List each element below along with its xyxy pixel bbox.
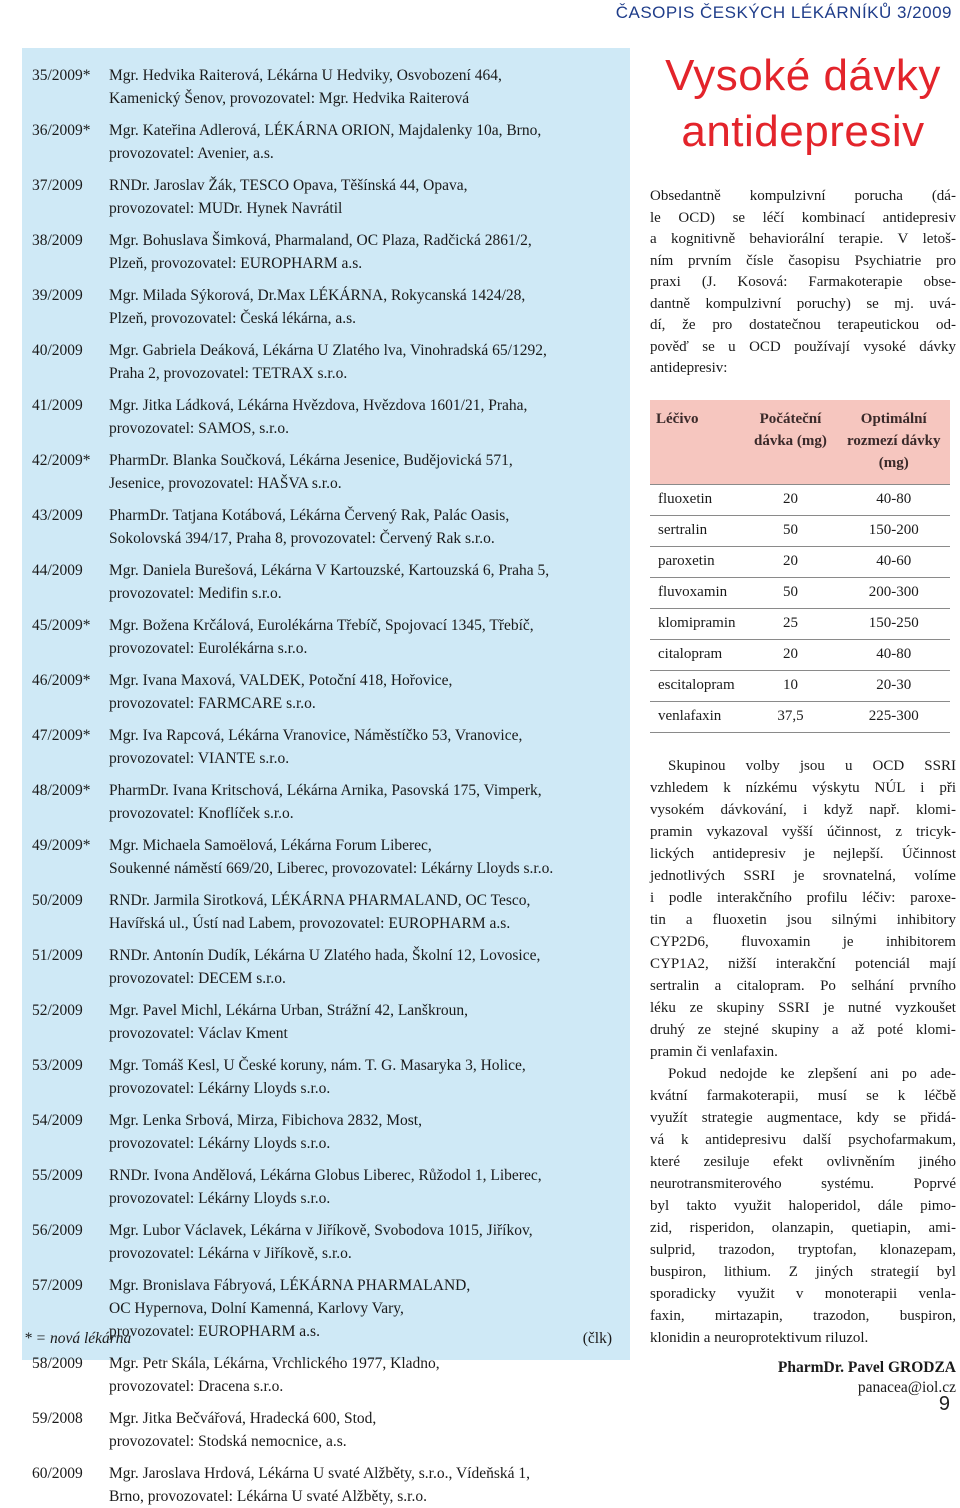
pharmacy-line: Mgr. Kateřina Adlerová, LÉKÁRNA ORION, Majdalenky 10a, Brno, [109, 122, 542, 139]
pharmacy-line: Mgr. Iva Rapcová, Lékárna Vranovice, Náměstíčko 53, Vranovice, [109, 727, 523, 744]
body-line: pramin vykazoval vyšší účinnost, z tricyk- [650, 823, 956, 840]
body-line: druhý ze stejné skupiny a až poté klomi- [650, 1021, 956, 1038]
pharmacy-number: 41/2009 [32, 397, 83, 414]
body-line: kvátní farmakoterapii, musí se k léčbě [650, 1087, 956, 1104]
pharmacy-number: 47/2009* [32, 727, 91, 744]
pharmacy-details [109, 724, 612, 770]
pharmacy-number: 40/2009 [32, 342, 83, 359]
pharmacy-entry [32, 999, 612, 1045]
pharmacy-details [109, 229, 612, 275]
pharmacy-entries [32, 64, 612, 1508]
body-line: sporadicky využit v monoterapii venla- [650, 1285, 956, 1302]
pharmacy-number: 53/2009 [32, 1057, 83, 1074]
pharmacy-line: provozovatel: Václav Kment [109, 1025, 288, 1042]
author-email: panacea@iol.cz [857, 1378, 956, 1396]
initial-dose: 20 [744, 484, 838, 515]
lead-line: le OCD) se léčí kombinací antidepresiv [650, 209, 956, 226]
pharmacy-entry [32, 1352, 612, 1398]
pharmacy-entry [32, 834, 612, 880]
pharmacy-details [109, 394, 612, 440]
pharmacy-number: 35/2009* [32, 67, 91, 84]
pharmacy-line: Plzeň, provozovatel: Česká lékárna, a.s. [109, 310, 357, 327]
pharmacy-line: Kamenický Šenov, provozovatel: Mgr. Hedvika Raiterová [109, 90, 470, 107]
optimal-range: 225-300 [837, 701, 950, 732]
pharmacy-number: 42/2009* [32, 452, 91, 469]
dosage-table-header [650, 400, 950, 485]
table-row [650, 515, 950, 546]
footnote-legend: * = nová lékárna [24, 1330, 132, 1347]
pharmacy-line: RNDr. Jarmila Sirotková, LÉKÁRNA PHARMALAND, OC Tesco, [109, 892, 531, 909]
pharmacy-details [109, 1109, 612, 1155]
body-line: vá k antidepresivu další psychofarmakum, [650, 1131, 956, 1148]
pharmacy-line: Mgr. Božena Krčálová, Eurolékárna Třebíč, Spojovací 1345, Třebíč, [109, 617, 534, 634]
pharmacy-details [109, 1462, 612, 1508]
pharmacy-details [109, 449, 612, 495]
lead-line: antidepresiv: [650, 360, 728, 376]
body-line: které zesiluje efekt ovlivněním jiného [650, 1153, 956, 1170]
pharmacy-entry [32, 1407, 612, 1453]
pharmacy-line: provozovatel: SAMOS, s.r.o. [109, 420, 289, 437]
optimal-range: 40-60 [837, 546, 950, 577]
drug-name: venlafaxin [650, 701, 744, 732]
pharmacy-line: provozovatel: VIANTE s.r.o. [109, 750, 290, 767]
pharmacy-line: RNDr. Ivona Andělová, Lékárna Globus Liberec, Růžodol 1, Liberec, [109, 1167, 542, 1184]
pharmacy-line: Mgr. Jitka Bečvářová, Hradecká 600, Stod, [109, 1410, 377, 1427]
pharmacy-details [109, 889, 612, 935]
pharmacy-entry [32, 559, 612, 605]
author-signature: PharmDr. Pavel GRODZA [777, 1358, 956, 1376]
pharmacy-entry [32, 284, 612, 330]
pharmacy-line: Havířská ul., Ústí nad Labem, provozovatel: EUROPHARM a.s. [109, 915, 511, 932]
article-title-line1: Vysoké dávky [665, 51, 941, 100]
pharmacy-line: Soukenné náměstí 669/20, Liberec, provozovatel: Lékárny Lloyds s.r.o. [109, 860, 554, 877]
pharmacy-line: provozovatel: Dracena s.r.o. [109, 1378, 284, 1395]
pharmacy-line: Sokolovská 394/17, Praha 8, provozovatel: Červený Rak s.r.o. [109, 530, 495, 547]
body-line: lických antidepresiv je nejlepší. Účinnost [650, 845, 956, 862]
pharmacy-number: 48/2009* [32, 782, 91, 799]
lead-line: pověď se u OCD používají vysoké dávky [650, 338, 956, 355]
pharmacy-number: 57/2009 [32, 1277, 83, 1294]
lead-line: dí, že pro dostatečnou terapeutickou od- [650, 317, 956, 333]
pharmacy-line: Mgr. Ivana Maxová, VALDEK, Potoční 418, Hořovice, [109, 672, 453, 689]
initial-dose: 50 [744, 577, 838, 608]
pharmacy-line: provozovatel: FARMCARE s.r.o. [109, 695, 316, 712]
pharmacy-entry [32, 1054, 612, 1100]
pharmacy-line: provozovatel: MUDr. Hynek Navrátil [109, 200, 343, 217]
pharmacy-details [109, 779, 612, 825]
pharmacy-line: provozovatel: Knoflíček s.r.o. [109, 805, 294, 822]
pharmacy-entry [32, 1462, 612, 1508]
pharmacy-line: Mgr. Daniela Burešová, Lékárna V Kartouzské, Kartouzská 6, Praha 5, [109, 562, 550, 579]
pharmacy-number: 45/2009* [32, 617, 91, 634]
initial-dose: 25 [744, 608, 838, 639]
table-row [650, 608, 950, 639]
lead-line: dantně kompulzivní poruchy) se mj. uvá- [650, 295, 956, 312]
article-lead [650, 186, 956, 380]
pharmacy-number: 43/2009 [32, 507, 83, 524]
drug-name: paroxetin [650, 546, 744, 577]
header-drug: Léčivo [650, 400, 744, 485]
pharmacy-entry [32, 339, 612, 385]
pharmacy-number: 46/2009* [32, 672, 91, 689]
pharmacy-details [109, 834, 612, 880]
pharmacy-details [109, 1164, 612, 1210]
pharmacy-entry [32, 229, 612, 275]
initial-dose: 10 [744, 670, 838, 701]
lead-line: praxi (J. Kosová: Farmakoterapie obse- [650, 274, 956, 290]
initial-dose: 20 [744, 639, 838, 670]
body-line: vysokém dávkování, i když např. klomi- [650, 801, 956, 818]
pharmacy-details [109, 1219, 612, 1265]
pharmacy-entry [32, 1109, 612, 1155]
pharmacy-entry [32, 449, 612, 495]
pharmacy-entry [32, 669, 612, 715]
pharmacy-entry [32, 504, 612, 550]
header-initial-dose: Počáteční dávka (mg) [744, 400, 838, 485]
pharmacy-entry [32, 614, 612, 660]
table-row [650, 577, 950, 608]
header-optimal-range: Optimální rozmezí dávky (mg) [837, 400, 950, 485]
pharmacy-line: Jesenice, provozovatel: HAŠVA s.r.o. [109, 475, 342, 492]
drug-name: citalopram [650, 639, 744, 670]
pharmacy-details [109, 1054, 612, 1100]
pharmacy-line: provozovatel: Eurolékárna s.r.o. [109, 640, 308, 657]
pharmacy-details [109, 64, 612, 110]
pharmacy-line: Mgr. Hedvika Raiterová, Lékárna U Hedviky, Osvobození 464, [109, 67, 502, 84]
pharmacy-line: Mgr. Pavel Michl, Lékárna Urban, Strážní 42, Lanškroun, [109, 1002, 468, 1019]
pharmacy-number: 52/2009 [32, 1002, 83, 1019]
pharmacy-entry [32, 1164, 612, 1210]
pharmacy-entry [32, 64, 612, 110]
pharmacy-entry [32, 394, 612, 440]
pharmacy-details [109, 999, 612, 1045]
body-line: i podle interakčního profilu léčiv: paroxe- [650, 889, 956, 906]
table-row [650, 546, 950, 577]
pharmacy-line: Plzeň, provozovatel: EUROPHARM a.s. [109, 255, 363, 272]
pharmacy-number: 49/2009* [32, 837, 91, 854]
body-line: faxin, mirtazapin, trazodon, buspiron, [650, 1307, 956, 1324]
pharmacy-line: OC Hypernova, Dolní Kamenná, Karlovy Vary, [109, 1300, 404, 1317]
body-line: vzhledem k nízkému výskytu NÚL i při [650, 779, 956, 796]
drug-name: klomipramin [650, 608, 744, 639]
pharmacy-line: Mgr. Bronislava Fábryová, LÉKÁRNA PHARMALAND, [109, 1277, 471, 1294]
optimal-range: 200-300 [837, 577, 950, 608]
pharmacy-line: provozovatel: Lékárny Lloyds s.r.o. [109, 1135, 331, 1152]
pharmacy-number: 44/2009 [32, 562, 83, 579]
table-row [650, 670, 950, 701]
pharmacy-line: Mgr. Lubor Václavek, Lékárna v Jiříkově, Svobodova 1015, Jiříkov, [109, 1222, 533, 1239]
lead-line: a kognitivně behaviorální terapie. V letoš- [650, 231, 956, 247]
pharmacy-number: 50/2009 [32, 892, 83, 909]
article-title [650, 48, 956, 160]
pharmacy-entry [32, 889, 612, 935]
pharmacy-line: provozovatel: Medifin s.r.o. [109, 585, 282, 602]
table-row [650, 639, 950, 670]
footnote-author: (člk) [582, 1330, 612, 1347]
pharmacy-entry [32, 779, 612, 825]
pharmacy-details [109, 119, 612, 165]
pharmacy-entry [32, 944, 612, 990]
optimal-range: 40-80 [837, 639, 950, 670]
pharmacy-line: Mgr. Tomáš Kesl, U České koruny, nám. T. G. Masaryka 3, Holice, [109, 1057, 526, 1074]
pharmacy-number: 39/2009 [32, 287, 83, 304]
pharmacy-number: 56/2009 [32, 1222, 83, 1239]
pharmacy-line: provozovatel: Avenier, a.s. [109, 145, 274, 162]
optimal-range: 40-80 [837, 484, 950, 515]
pharmacy-number: 37/2009 [32, 177, 83, 194]
drug-name: fluvoxamin [650, 577, 744, 608]
pharmacy-line: Mgr. Milada Sýkorová, Dr.Max LÉKÁRNA, Rokycanská 1424/28, [109, 287, 526, 304]
pharmacy-line: Mgr. Jitka Ládková, Lékárna Hvězdova, Hvězdova 1601/21, Praha, [109, 397, 528, 414]
pharmacy-number: 38/2009 [32, 232, 83, 249]
body-line: pramin či venlafaxin. [650, 1043, 778, 1060]
optimal-range: 150-200 [837, 515, 950, 546]
article-title-line2: antidepresiv [681, 107, 925, 156]
pharmacy-number: 36/2009* [32, 122, 91, 139]
body-line: jednotlivých SSRI je srovnatelná, volíme [650, 867, 956, 884]
body-line: buspiron, lithium. Z jiných strategií byl [650, 1263, 956, 1280]
pharmacy-details [109, 1407, 612, 1453]
pharmacy-line: PharmDr. Ivana Kritschová, Lékárna Arnika, Pasovská 175, Vimperk, [109, 782, 542, 799]
pharmacy-number: 51/2009 [32, 947, 83, 964]
pharmacy-line: RNDr. Antonín Dudík, Lékárna U Zlatého hada, Školní 12, Lovosice, [109, 947, 541, 964]
drug-name: sertralin [650, 515, 744, 546]
table-row [650, 484, 950, 515]
pharmacy-line: Mgr. Michaela Samoëlová, Lékárna Forum Liberec, [109, 837, 432, 854]
article-column [650, 48, 956, 1397]
pharmacy-line: provozovatel: Stodská nemocnice, a.s. [109, 1433, 347, 1450]
lead-line: ním prvním čísle časopisu Psychiatrie pro [650, 252, 956, 269]
pharmacy-line: Mgr. Lenka Srbová, Mirza, Fibichova 2832, Most, [109, 1112, 422, 1129]
drug-name: fluoxetin [650, 484, 744, 515]
dosage-table-body [650, 484, 950, 732]
pharmacy-details [109, 1352, 612, 1398]
pharmacy-entry [32, 119, 612, 165]
pharmacy-line: PharmDr. Tatjana Kotábová, Lékárna Červený Rak, Palác Oasis, [109, 507, 510, 524]
body-line: neurotransmiterového systému. Poprvé [650, 1175, 956, 1192]
pharmacy-number: 55/2009 [32, 1167, 83, 1184]
initial-dose: 50 [744, 515, 838, 546]
page-number: 9 [938, 1393, 950, 1415]
pharmacy-details [109, 944, 612, 990]
dosage-table [650, 400, 950, 733]
pharmacy-number: 54/2009 [32, 1112, 83, 1129]
lead-line: Obsedantně kompulzivní porucha (dá- [650, 188, 956, 204]
body-line: tin a fluoxetin jsou silnými inhibitory [650, 911, 956, 928]
body-line: CYP1A2, nižší interakční potenciál mají [650, 955, 956, 972]
new-pharmacies-list [22, 48, 630, 1505]
pharmacy-entry [32, 724, 612, 770]
pharmacy-line: provozovatel: Lékárna v Jiříkově, s.r.o. [109, 1245, 352, 1262]
body-line: Skupinou volby jsou u OCD SSRI [668, 757, 956, 774]
pharmacy-line: Mgr. Petr Skála, Lékárna, Vrchlického 1977, Kladno, [109, 1355, 440, 1372]
pharmacy-line: Praha 2, provozovatel: TETRAX s.r.o. [109, 365, 348, 382]
pharmacy-line: provozovatel: DECEM s.r.o. [109, 970, 286, 987]
pharmacy-line: Brno, provozovatel: Lékárna U svaté Alžběty, s.r.o. [109, 1488, 427, 1505]
body-line: Pokud nedojde ke zlepšení ani po ade- [668, 1065, 956, 1082]
drug-name: escitalopram [650, 670, 744, 701]
pharmacy-details [109, 504, 612, 550]
pharmacy-line: provozovatel: Lékárny Lloyds s.r.o. [109, 1190, 331, 1207]
pharmacy-number: 60/2009 [32, 1465, 83, 1482]
pharmacy-line: Mgr. Jaroslava Hrdová, Lékárna U svaté Alžběty, s.r.o., Vídeňská 1, [109, 1465, 530, 1482]
initial-dose: 37,5 [744, 701, 838, 732]
body-line: sertralin a citalopram. Po selhání prvního [650, 977, 956, 994]
pharmacy-details [109, 614, 612, 660]
pharmacy-entry [32, 174, 612, 220]
body-line: využít strategie augmentace, kdy se přidá- [650, 1109, 956, 1126]
pharmacy-details [109, 559, 612, 605]
pharmacy-line: PharmDr. Blanka Součková, Lékárna Jesenice, Budějovická 571, [109, 452, 513, 469]
pharmacy-number: 58/2009 [32, 1355, 83, 1372]
pharmacy-details [109, 284, 612, 330]
table-row [650, 701, 950, 732]
body-line: CYP2D6, fluvoxamin je inhibitorem [650, 933, 956, 950]
body-line: klonidin a neuroprotektivum riluzol. [650, 1329, 869, 1346]
pharmacy-entry [32, 1219, 612, 1265]
journal-header: ČASOPIS ČESKÝCH LÉKÁRNÍKŮ 3/2009 [615, 3, 952, 22]
pharmacy-line: RNDr. Jaroslav Žák, TESCO Opava, Těšínská 44, Opava, [109, 177, 468, 194]
pharmacy-number: 59/2008 [32, 1410, 83, 1427]
footnote [24, 1330, 612, 1348]
pharmacy-details [109, 669, 612, 715]
pharmacy-line: Mgr. Bohuslava Šimková, Pharmaland, OC Plaza, Radčická 2861/2, [109, 232, 532, 249]
pharmacy-line: provozovatel: EUROPHARM a.s. [109, 1323, 320, 1340]
body-line: zid, risperidon, olanzapin, quetiapin, ami- [650, 1219, 956, 1236]
body-line: sulprid, trazodon, tryptofan, klonazepam, [650, 1241, 956, 1258]
body-line: byl takto využit haloperidol, dále pimo- [650, 1197, 956, 1214]
optimal-range: 20-30 [837, 670, 950, 701]
article-body [650, 755, 956, 1349]
initial-dose: 20 [744, 546, 838, 577]
pharmacy-details [109, 174, 612, 220]
pharmacy-line: provozovatel: Lékárny Lloyds s.r.o. [109, 1080, 331, 1097]
body-line: léku ze skupiny SSRI je nutné vyzkoušet [650, 999, 956, 1016]
pharmacy-details [109, 339, 612, 385]
pharmacy-line: Mgr. Gabriela Deáková, Lékárna U Zlatého lva, Vinohradská 65/1292, [109, 342, 547, 359]
optimal-range: 150-250 [837, 608, 950, 639]
